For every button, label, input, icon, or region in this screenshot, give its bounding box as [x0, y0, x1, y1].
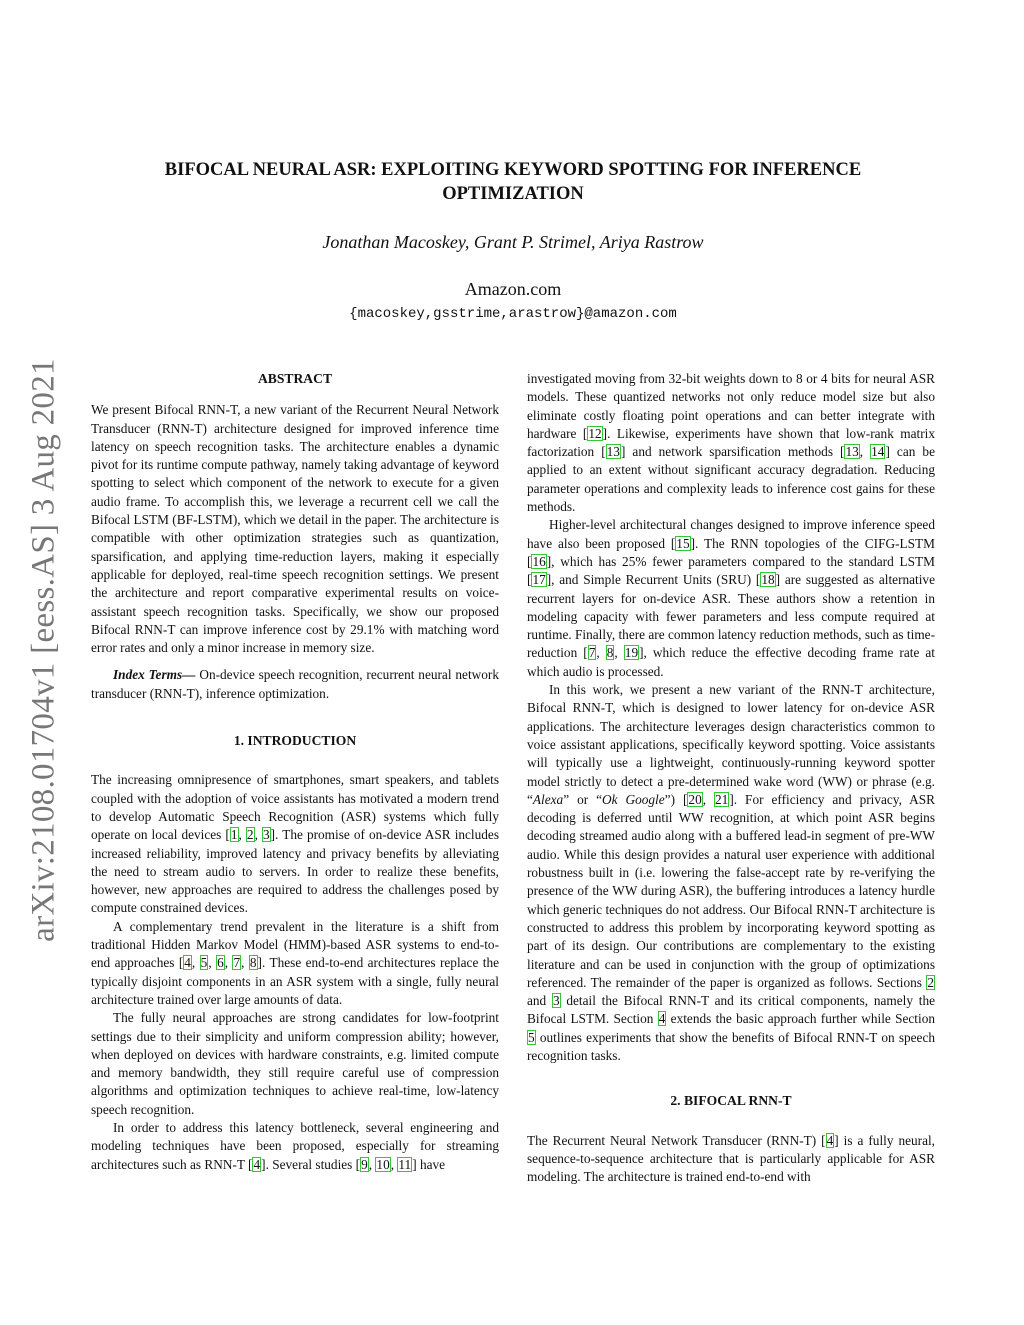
index-terms-label: Index Terms— — [113, 667, 196, 683]
citation-link[interactable]: 14 — [871, 444, 885, 460]
citation-link[interactable]: 4 — [253, 1156, 261, 1172]
intro-paragraph-4: In order to address this latency bottleneck, several engineering and modeling techniques have been proposed, especially for streaming architectures such as RNN-T [4]. Several studies [9, 10, 11] have — [91, 1119, 499, 1172]
citation-link[interactable]: 4 — [184, 955, 191, 971]
section2-paragraph-1: The Recurrent Neural Network Transducer (RNN-T) [4] is a fully neural, sequence-to-sequence architecture that is particularly applicable for ASR modeling. The architecture is trained end-to-end with — [527, 1132, 935, 1185]
citation-link[interactable]: 1 — [230, 827, 238, 843]
intro-paragraph-3: The fully neural approaches are strong candidates for low-footprint settings due to their simplicity and uniform compression ability; however, when deployed on devices with hardware constraints, e.g. limited compute and memory bandwidth, they still require careful use of compression algorithms and optimization techniques to achieve real-time, low-latency speech recognition. — [91, 1010, 499, 1117]
intro-paragraph-2: A complementary trend prevalent in the literature is a shift from traditional Hidden Markov Model (HMM)-based ASR systems to end-to-end approaches [4, 5, 6, 7, 8]. These end-to-end architectures replace the typically disjoint components in an ASR system with a single, fully neural architecture trained over large amounts of data. — [91, 918, 500, 1007]
abstract-body: We present Bifocal RNN-T, a new variant of the Recurrent Neural Network Transducer (RNN-T) architecture designed for improved inference time latency on speech recognition tasks. The architecture enables a dynamic pivot for its runtime compute pathway, namely taking advantage of keyword spotting to select which component of the network to execute for a given audio frame. To accomplish this, we leverage a recurrent cell we call the Bifocal LSTM (BF-LSTM), which we detail in the paper. The architecture is compatible with other optimization strategies such as quantization, sparsification, and applying time-reduction layers, making it especially applicable for deployed, real-time speech recognition settings. We present the architecture and report comparative experimental results on voice-assistant speech recognition tasks. Specifically, we show our proposed Bifocal RNN-T can improve inference cost by 29.1% with matching word error rates and only a minor increase in memory size. — [91, 402, 499, 656]
citation-link[interactable]: 13 — [845, 444, 859, 460]
arxiv-margin-identifier — [8, 350, 80, 950]
section-link[interactable]: 4 — [658, 1011, 666, 1027]
section-link[interactable]: 5 — [528, 1029, 535, 1045]
author-emails: {macoskey,gsstrime,arastrow}@amazon.com — [349, 306, 677, 322]
left-column — [91, 370, 499, 1174]
right-paragraph-1: investigated moving from 32-bit weights down to 8 or 4 bits for neural ASR models. These quantized networks not only reduce model size but also eliminate costly floating point operations and can better integrate with hardware [12]. Likewise, experiments have shown that low-rank matrix factorization [13] and network sparsification methods [13, 14] can be applied to an extent without significant accuracy degradation. Reducing parameter operations and complexity leads to inference cost gains for these methods. — [527, 371, 936, 515]
index-terms-text: On-device speech recognition, recurrent neural network transducer (RNN-T), inference optimization. — [91, 667, 499, 701]
citation-link[interactable]: 3 — [262, 827, 270, 843]
citation-link[interactable]: 9 — [361, 1156, 368, 1172]
alexa-keyword: Alexa — [532, 791, 564, 807]
citation-link[interactable]: 7 — [588, 645, 596, 661]
ok-google-keyword: Ok Google — [602, 791, 665, 807]
citation-link[interactable]: 5 — [200, 955, 208, 971]
citation-link[interactable]: 21 — [715, 791, 729, 807]
citation-link[interactable]: 6 — [217, 955, 224, 971]
intro-paragraph-1: The increasing omnipresence of smartphones, smart speakers, and tablets coupled with the adoption of voice assistants has motivated a modern trend to develop Automatic Speech Recognition (ASR) systems which fully operate on local devices [1, 2, 3]. The promise of on-device ASR includes increased reliability, improved latency and privacy benefits by alleviating the need to stream audio to servers. In order to realize these benefits, however, new approaches are required to address the challenges posed by compute constrained devices. — [91, 772, 500, 916]
citation-link[interactable]: 19 — [624, 645, 639, 661]
affiliation: Amazon.com — [464, 279, 562, 299]
citation-link[interactable]: 10 — [376, 1156, 390, 1172]
introduction-heading: 1. INTRODUCTION — [233, 733, 357, 749]
citation-link[interactable]: 17 — [532, 572, 546, 588]
citation-link[interactable]: 15 — [676, 535, 690, 551]
section-link[interactable]: 2 — [927, 974, 934, 990]
citation-link[interactable]: 11 — [398, 1156, 412, 1172]
bifocal-rnnt-heading: 2. BIFOCAL RNN-T — [670, 1093, 792, 1109]
right-paragraph-3: In this work, we present a new variant of the RNN-T architecture, Bifocal RNN-T, which is designed to lower latency for on-device ASR applications. The architecture leverages design characteristics common to voice assistant applications, specifically keyword spotting. Voice assistants will typically use a lightweight, continuously-running keyword spotter model strictly to detect a pre-determined wake word (WW) or phrase (e.g. “Alexa” or “Ok Google”) [20, 21]. For efficiency and privacy, ASR decoding is deferred until WW recognition, at which point ASR begins decoding streamed audio along with a buffered lead-in segment of pre-WW audio. While this design provides a natural user experience with additional robustness built in (i.e. lowering the false-accept rate by re-verifying the presence of the WW during ASR), the buffering introduces a latency hurdle which generic techniques do not address. Our Bifocal RNN-T architecture is constructed to address this problem by incorporating keyword spotting as part of its design. Our contributions are complementary to the existing literature and can be used in conjunction with the group of optimizations referenced. The remainder of the paper is organized as follows. Sections 2 and 3 detail the Bifocal RNN-T and its critical components, namely the Bifocal LSTM. Section 4 extends the basic approach further while Section 5 outlines experiments that show the benefits of Bifocal RNN-T on speech recognition tasks. — [527, 682, 936, 1063]
citation-link[interactable]: 16 — [532, 553, 546, 569]
paper-title: BIFOCAL NEURAL ASR: EXPLOITING KEYWORD SPOTTING FOR INFERENCE OPTIMIZATION — [164, 160, 862, 204]
section-link[interactable]: 3 — [552, 993, 560, 1009]
right-paragraph-2: Higher-level architectural changes designed to improve inference speed have also been proposed [15]. The RNN topologies of the CIFG-LSTM [16], which has 25% fewer parameters compared to the standard LSTM [17], and Simple Recurrent Units (SRU) [18] are suggested as alternative recurrent layers for on-device ASR. These authors show a retention in modeling capacity with fewer parameters and less compute required at runtime. Finally, there are common latency reduction methods, such as time-reduction [7, 8, 19], which reduce the effective decoding frame rate at which audio is processed. — [527, 517, 935, 679]
citation-link[interactable]: 7 — [233, 955, 241, 971]
abstract-heading: ABSTRACT — [257, 371, 333, 386]
citation-link[interactable]: 8 — [606, 645, 614, 661]
citation-link[interactable]: 18 — [761, 572, 775, 588]
paper-authors: Jonathan Macoskey, Grant P. Strimel, Ariya Rastrow — [322, 232, 704, 252]
citation-link[interactable]: 13 — [606, 444, 620, 460]
arxiv-id-text: arXiv:2108.01704v1 [eess.AS] 3 Aug 2021 — [25, 358, 62, 942]
citation-link[interactable]: 4 — [826, 1132, 834, 1148]
index-terms — [91, 666, 499, 703]
citation-link[interactable]: 8 — [249, 955, 257, 971]
right-column — [527, 370, 935, 1186]
citation-link[interactable]: 12 — [588, 425, 602, 441]
citation-link[interactable]: 20 — [688, 791, 702, 807]
citation-link[interactable]: 2 — [246, 827, 254, 843]
